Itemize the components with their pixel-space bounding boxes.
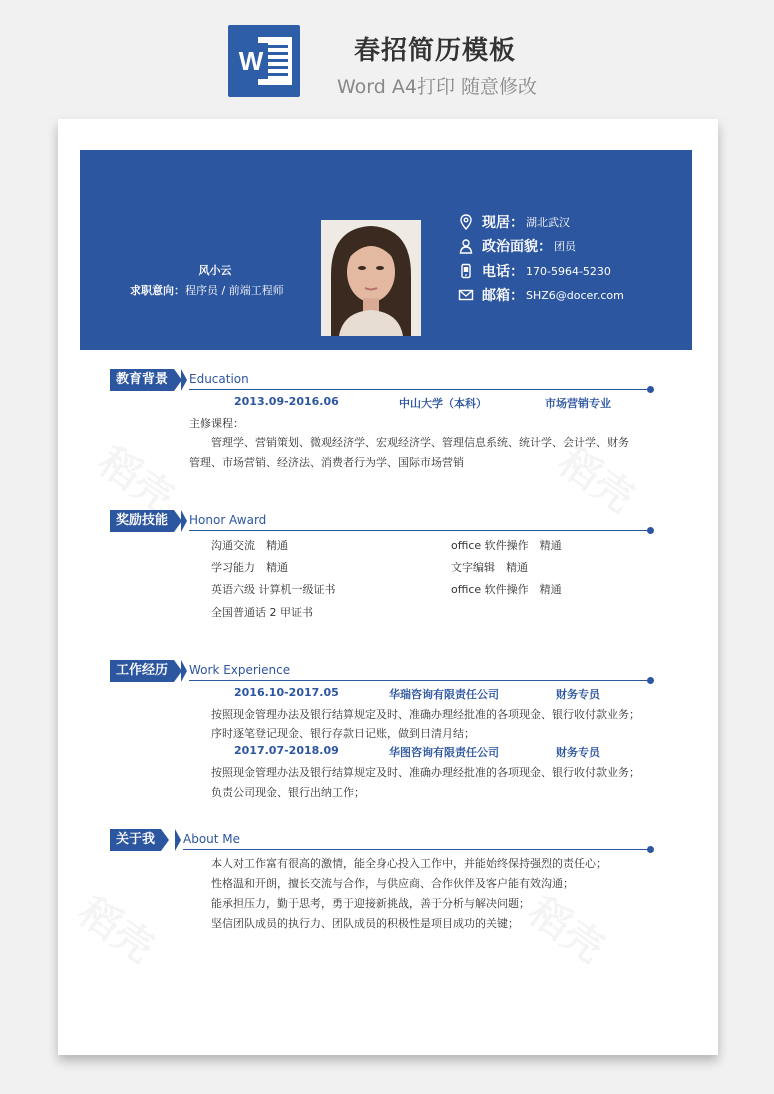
skill-item: office 软件操作 精通 — [451, 583, 562, 596]
info-value: 团员 — [554, 240, 576, 253]
info-label: 现居： — [482, 215, 524, 231]
job-date: 2017.07-2018.09 — [234, 744, 339, 757]
about-line: 能承担压力，勤于思考，勇于迎接新挑战，善于分析与解决问题； — [211, 897, 530, 910]
job-duty: 按照现金管理办法及银行结算规定及时、准确办理经批准的各项现金、银行收付款业务； — [211, 708, 640, 721]
about-line: 性格温和开朗，擅长交流与合作，与供应商、合作伙伴及客户能有效沟通； — [211, 877, 574, 890]
skill-item: 沟通交流 精通 — [211, 539, 288, 552]
job-intent — [130, 282, 330, 298]
section-work-header — [110, 660, 658, 682]
info-label: 电话： — [482, 264, 524, 280]
section-title: 关于我 — [110, 829, 161, 851]
person-icon — [458, 238, 474, 254]
skill-item: office 软件操作 精通 — [451, 539, 562, 552]
resume-page — [58, 119, 718, 1055]
job-intent-value: 程序员 / 前端工程师 — [185, 284, 284, 297]
skill-item: 学习能力 精通 — [211, 561, 288, 574]
section-dot — [647, 677, 654, 684]
section-education-header — [110, 369, 658, 391]
info-value: SHZ6@docer.com — [526, 288, 624, 302]
mail-icon — [458, 287, 474, 303]
job-position: 财务专员 — [556, 746, 600, 759]
edu-courses-line: 管理、市场营销、经济法、消费者行为学、国际市场营销 — [189, 456, 464, 469]
job-company: 华瑞咨询有限责任公司 — [389, 688, 499, 701]
word-letter: W — [234, 43, 268, 79]
section-subtitle: About Me — [183, 832, 241, 846]
section-honor-header — [110, 510, 658, 532]
section-dot — [647, 527, 654, 534]
section-divider — [183, 849, 649, 850]
section-subtitle: Work Experience — [189, 663, 291, 677]
section-divider — [189, 680, 649, 681]
banner-subtitle: Word A4打印 随意修改 — [336, 76, 537, 98]
job-duty: 序时逐笔登记现金、银行存款日记账，做到日清月结； — [211, 727, 475, 740]
edu-courses-line: 管理学、营销策划、微观经济学、宏观经济学、管理信息系统、统计学、会计学、财务 — [211, 436, 629, 449]
section-divider — [189, 389, 649, 390]
watermark — [69, 881, 167, 974]
job-duty: 按照现金管理办法及银行结算规定及时、准确办理经批准的各项现金、银行收付款业务； — [211, 766, 640, 779]
job-position: 财务专员 — [556, 688, 600, 701]
about-line: 坚信团队成员的执行力、团队成员的积极性是项目成功的关键； — [211, 917, 519, 930]
job-company: 华图咨询有限责任公司 — [389, 746, 499, 759]
info-value: 湖北武汉 — [526, 216, 570, 229]
edu-date: 2013.09-2016.06 — [234, 395, 339, 408]
banner — [0, 0, 774, 110]
section-title: 教育背景 — [110, 369, 174, 391]
edu-school: 中山大学（本科） — [399, 397, 487, 410]
chevron-icon — [181, 369, 187, 391]
chevron-icon — [175, 829, 181, 851]
job-intent-label: 求职意向： — [130, 284, 185, 297]
skill-item: 英语六级 计算机一级证书 — [211, 583, 336, 596]
about-line: 本人对工作富有很高的激情，能全身心投入工作中，并能始终保持强烈的责任心； — [211, 857, 607, 870]
info-political — [458, 236, 576, 256]
candidate-name: 风小云 — [198, 264, 232, 277]
section-dot — [647, 386, 654, 393]
section-title: 工作经历 — [110, 660, 174, 682]
chevron-icon — [181, 510, 187, 532]
job-date: 2016.10-2017.05 — [234, 686, 339, 699]
section-subtitle: Honor Award — [189, 513, 267, 527]
info-email — [458, 285, 624, 305]
section-about-header — [110, 829, 658, 851]
watermark — [519, 881, 617, 974]
info-label: 政治面貌： — [482, 239, 552, 255]
location-icon — [458, 214, 474, 230]
profile-photo — [321, 220, 421, 336]
skill-item: 文字编辑 精通 — [451, 561, 528, 574]
edu-major: 市场营销专业 — [545, 397, 611, 410]
section-divider — [189, 530, 649, 531]
section-subtitle: Education — [189, 372, 249, 386]
banner-title: 春招简历模板 — [353, 36, 516, 66]
info-label: 邮箱： — [482, 288, 524, 304]
skill-item: 全国普通话 2 甲证书 — [211, 606, 313, 619]
header-band — [80, 150, 692, 350]
info-phone — [458, 261, 611, 281]
info-value: 170-5964-5230 — [526, 264, 611, 278]
phone-icon — [458, 263, 474, 279]
job-duty: 负责公司现金、银行出纳工作； — [211, 786, 365, 799]
word-logo-icon — [228, 25, 300, 97]
section-dot — [647, 846, 654, 853]
chevron-icon — [181, 660, 187, 682]
info-location — [458, 212, 570, 232]
edu-courses-label: 主修课程： — [189, 417, 244, 430]
section-title: 奖励技能 — [110, 510, 174, 532]
